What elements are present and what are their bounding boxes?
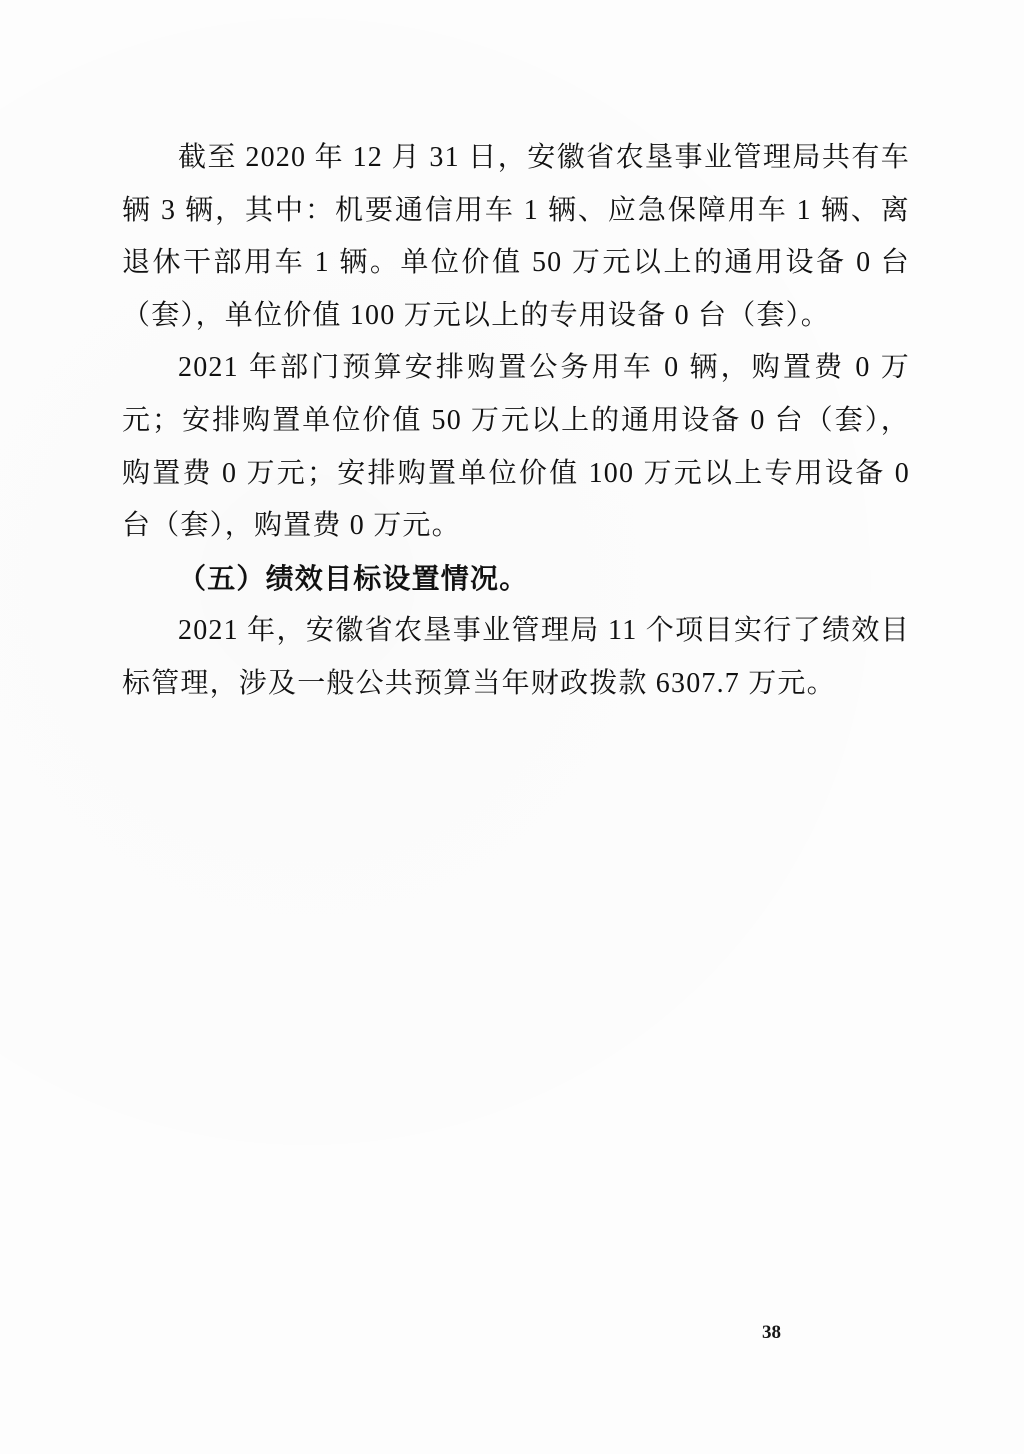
paragraph-performance-targets: 2021 年，安徽省农垦事业管理局 11 个项目实行了绩效目标管理，涉及一般公共预算当年财政拨款 6307.7 万元。 bbox=[122, 615, 910, 699]
paragraph-budget-purchase-2021: 2021 年部门预算安排购置公务用车 0 辆，购置费 0 万元；安排购置单位价值 50 万元以上的通用设备 0 台（套），购置费 0 万元；安排购置单位价值 100 万元以上专用设备 0 台（套），购置费 0 万元。 bbox=[122, 352, 910, 542]
text-block bbox=[122, 132, 910, 711]
page-number: 38 bbox=[762, 1322, 781, 1343]
section-heading-five: （五）绩效目标设置情况。 bbox=[178, 562, 529, 594]
paragraph-vehicles-equipment-2020: 截至 2020 年 12 月 31 日，安徽省农垦事业管理局共有车辆 3 辆，其中：机要通信用车 1 辆、应急保障用车 1 辆、离退休干部用车 1 辆。单位价值 50 万元以上的通用设备 0 台（套），单位价值 100 万元以上的专用设备 0 台（套）。 bbox=[122, 142, 910, 331]
